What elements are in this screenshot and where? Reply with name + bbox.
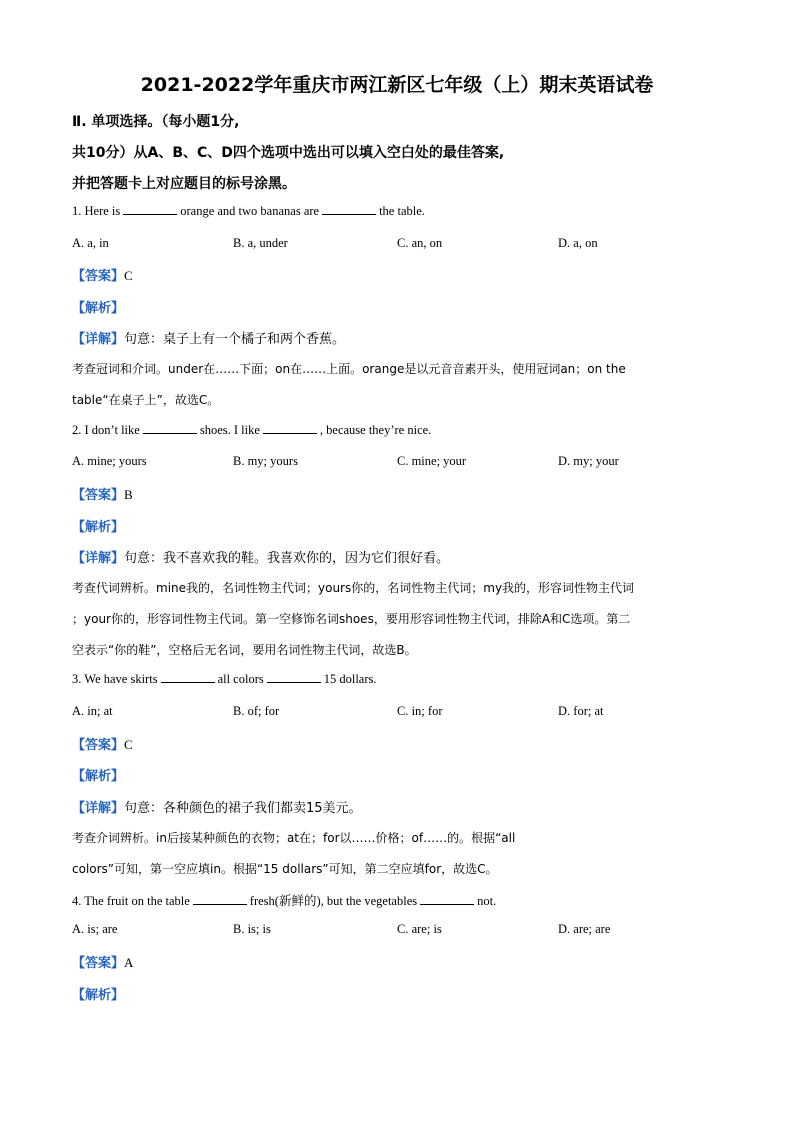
- answer-value: A: [124, 955, 134, 970]
- question-1-stem: [72, 204, 425, 219]
- question-4-stem: [72, 891, 496, 909]
- q3-option-c: C. in; for: [397, 704, 443, 718]
- q3-explanation-1: 考查介词辨析。in后接某种颜色的衣物；at在；for以……价格；of……的。根据“all: [72, 831, 516, 845]
- q4-option-d: D. are; are: [558, 922, 611, 936]
- analysis-label: 【解析】: [72, 301, 125, 316]
- blank: [193, 903, 247, 905]
- q4-analysis-label: [72, 984, 124, 1003]
- detail-label: 【详解】: [72, 332, 125, 347]
- q3-explanation-2: colors”可知，第一空应填in。根据“15 dollars”可知，第二空应填for，故选C。: [72, 862, 498, 876]
- question-2-stem: [72, 423, 431, 438]
- q1-explanation-1: 考查冠词和介词。under在……下面；on在……上面。orange是以元音音素开头，使用冠词an；on the: [72, 362, 626, 376]
- q4-stem-part-a: 4. The fruit on the table: [72, 894, 190, 908]
- q2-option-b: B. my; yours: [233, 454, 298, 468]
- q4-option-c: C. are; is: [397, 922, 442, 936]
- q1-analysis-label: [72, 297, 124, 316]
- q3-detail: [72, 797, 362, 816]
- answer-value: C: [124, 737, 133, 752]
- q1-option-b: B. a, under: [233, 236, 288, 250]
- q4-option-a: A. is; are: [72, 922, 118, 936]
- q3-answer: [72, 734, 133, 753]
- q3-option-b: B. of; for: [233, 704, 280, 718]
- blank: [161, 681, 215, 683]
- answer-value: C: [124, 268, 133, 283]
- q2-analysis-label: [72, 516, 124, 535]
- analysis-label: 【解析】: [72, 769, 125, 784]
- q4-stem-part-b: fresh(新鲜的), but the vegetables: [249, 894, 418, 908]
- detail-text: 句意：各种颜色的裙子我们都卖15美元。: [124, 801, 362, 816]
- section-heading-line2: 共10分）从A、B、C、D四个选项中选出可以填入空白处的最佳答案,: [72, 145, 505, 161]
- q2-stem-part-b: shoes. I like: [199, 423, 260, 437]
- q2-option-a: A. mine; yours: [72, 454, 147, 468]
- q2-explanation-1: 考查代词辨析。mine我的，名词性物主代词；yours你的，名词性物主代词；my我的，形容词性物主代词: [72, 581, 635, 595]
- blank: [263, 432, 317, 434]
- q3-stem-part-b: all colors: [217, 672, 264, 686]
- q1-detail: [72, 328, 345, 347]
- q2-option-c: C. mine; your: [397, 454, 467, 468]
- detail-label: 【详解】: [72, 801, 125, 816]
- q2-stem-part-a: 2. I don’t like: [72, 423, 140, 437]
- blank: [123, 213, 177, 215]
- section-heading-line3: 并把答题卡上对应题目的标号涂黑。: [72, 176, 296, 192]
- blank: [420, 903, 474, 905]
- q1-stem-part-a: 1. Here is: [72, 204, 121, 218]
- q1-option-d: D. a, on: [558, 236, 598, 250]
- analysis-label: 【解析】: [72, 988, 125, 1003]
- q3-option-a: A. in; at: [72, 704, 113, 718]
- answer-label: 【答案】: [72, 488, 125, 503]
- q2-answer: [72, 484, 133, 503]
- q4-option-b: B. is; is: [233, 922, 271, 936]
- q4-answer: [72, 952, 133, 971]
- blank: [322, 213, 376, 215]
- q2-explanation-2: ；your你的，形容词性物主代词。第一空修饰名词shoes，要用形容词性物主代词，排除A和C选项。第二: [72, 612, 631, 626]
- answer-label: 【答案】: [72, 738, 125, 753]
- q3-stem-part-a: 3. We have skirts: [72, 672, 158, 686]
- answer-label: 【答案】: [72, 269, 125, 284]
- question-3-stem: [72, 672, 377, 687]
- q3-option-d: D. for; at: [558, 704, 604, 718]
- answer-label: 【答案】: [72, 956, 125, 971]
- exam-title: 2021-2022学年重庆市两江新区七年级（上）期末英语试卷: [140, 74, 654, 96]
- q1-explanation-2: table“在桌子上”，故选C。: [72, 393, 220, 407]
- q1-option-c: C. an, on: [397, 236, 443, 250]
- q2-stem-part-c: , because they’re nice.: [319, 423, 432, 437]
- q2-option-d: D. my; your: [558, 454, 619, 468]
- q1-stem-part-b: orange and two bananas are: [180, 204, 320, 218]
- q1-option-a: A. a, in: [72, 236, 109, 250]
- q1-stem-part-c: the table.: [379, 204, 425, 218]
- blank: [143, 432, 197, 434]
- detail-text: 句意：桌子上有一个橘子和两个香蕉。: [124, 332, 346, 347]
- q3-analysis-label: [72, 765, 124, 784]
- answer-value: B: [124, 487, 133, 502]
- q1-answer: [72, 265, 133, 284]
- blank: [267, 681, 321, 683]
- q4-stem-part-c: not.: [477, 894, 497, 908]
- detail-label: 【详解】: [72, 551, 125, 566]
- q2-detail: [72, 547, 449, 566]
- q3-stem-part-c: 15 dollars.: [323, 672, 377, 686]
- q2-explanation-3: 空表示“你的鞋”，空格后无名词，要用名词性物主代词，故选B。: [72, 643, 417, 657]
- analysis-label: 【解析】: [72, 520, 125, 535]
- detail-text: 句意：我不喜欢我的鞋。我喜欢你的，因为它们很好看。: [124, 551, 450, 566]
- section-heading-line1: Ⅱ. 单项选择。（每小题1分,: [72, 114, 240, 130]
